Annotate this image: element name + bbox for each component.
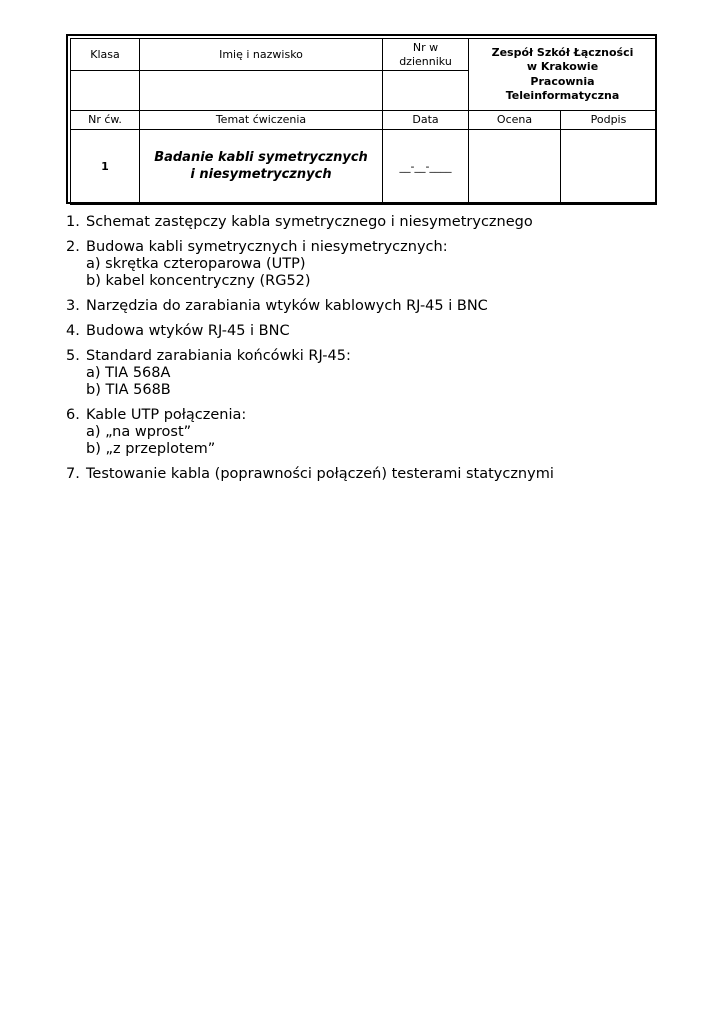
data-label: Data <box>383 111 469 130</box>
topic-line: Badanie kabli symetrycznych <box>154 150 368 166</box>
sub-item: b) TIA 568B <box>86 382 171 398</box>
klasa-label: Klasa <box>71 39 140 71</box>
header-frame <box>66 34 657 204</box>
exercise-topic <box>140 130 383 205</box>
nr-cw-label: Nr ćw. <box>71 111 140 130</box>
exercise-list <box>66 214 554 491</box>
item-text: Testowanie kabla (poprawności połączeń) testerami statycznymi <box>86 466 554 482</box>
topic-line: i niesymetrycznych <box>190 167 332 182</box>
list-item <box>66 466 554 483</box>
klasa-value <box>71 71 140 111</box>
sub-item: a) „na wprost” <box>86 424 192 440</box>
item-text: Standard zarabiania końcówki RJ-45: <box>86 348 351 364</box>
item-text: Narzędzia do zarabiania wtyków kablowych RJ-45 i BNC <box>86 298 488 314</box>
header-table <box>70 38 657 205</box>
list-item <box>66 348 554 399</box>
school-line: Zespół Szkół Łączności <box>491 45 634 59</box>
temat-label: Temat ćwiczenia <box>140 111 383 130</box>
school-line: Teleinformatyczna <box>505 88 620 102</box>
item-number: 7. <box>66 466 80 482</box>
podpis-value <box>561 130 657 205</box>
item-text: Budowa kabli symetrycznych i niesymetrycznych: <box>86 239 448 255</box>
sub-item: a) TIA 568A <box>86 365 171 381</box>
list-item <box>66 239 554 290</box>
ocena-value <box>469 130 561 205</box>
school-line: w Krakowie <box>526 60 599 74</box>
item-number: 1. <box>66 214 80 230</box>
nr-dziennik-label: Nr w dzienniku <box>383 39 469 71</box>
exercise-number: 1 <box>71 130 140 205</box>
school-line: Pracownia <box>530 74 595 88</box>
podpis-label: Podpis <box>561 111 657 130</box>
sub-item: a) skrętka czteroparowa (UTP) <box>86 256 306 272</box>
name-label: Imię i nazwisko <box>140 39 383 71</box>
item-text: Schemat zastępczy kabla symetrycznego i niesymetrycznego <box>86 214 533 230</box>
list-item <box>66 407 554 458</box>
ocena-label: Ocena <box>469 111 561 130</box>
list-item <box>66 323 554 340</box>
sub-item: b) kabel koncentryczny (RG52) <box>86 273 311 289</box>
list-item <box>66 214 554 231</box>
item-text: Kable UTP połączenia: <box>86 407 247 423</box>
item-number: 6. <box>66 407 80 423</box>
name-value <box>140 71 383 111</box>
nr-dziennik-value <box>383 71 469 111</box>
item-number: 5. <box>66 348 80 364</box>
sub-item: b) „z przeplotem” <box>86 441 216 457</box>
item-number: 2. <box>66 239 80 255</box>
item-text: Budowa wtyków RJ-45 i BNC <box>86 323 290 339</box>
item-number: 3. <box>66 298 80 314</box>
school-info <box>469 39 657 111</box>
date-value: __-__-____ <box>383 130 469 205</box>
list-item <box>66 298 554 315</box>
item-number: 4. <box>66 323 80 339</box>
